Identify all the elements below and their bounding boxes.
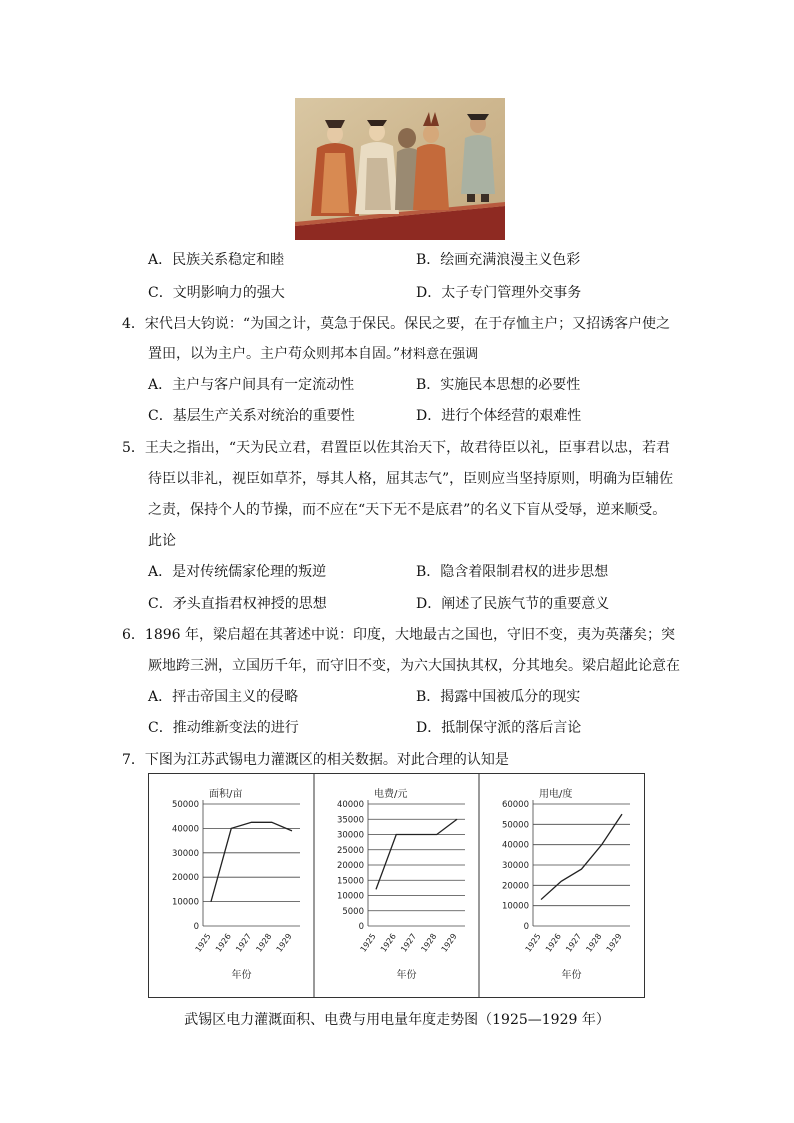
- chart-0-xlabel: 年份: [231, 970, 252, 981]
- chart-0-ytick-2: 20000: [171, 873, 199, 884]
- q4-stem-line2: [148, 343, 478, 363]
- q3-option-d: D．太子专门管理外交事务: [416, 285, 582, 301]
- q4-stem-tail: 材料意在强调: [400, 347, 479, 362]
- q5-stem-line1: 5．王夫之指出，“天为民立君，君置臣以佐其治天下，故君待臣以礼，臣事君以忠，若君: [122, 440, 671, 456]
- chart-1-ytick-0: 0: [358, 922, 364, 932]
- q6-option-c: C．推动维新变法的进行: [148, 720, 299, 736]
- chart-2-xtick-0: 1925: [523, 931, 543, 954]
- chart-1-ytick-6: 30000: [336, 830, 364, 841]
- q5-option-c: C．矛头直指君权神授的思想: [148, 596, 327, 612]
- q5-option-a: A．是对传统儒家伦理的叛逆: [148, 564, 327, 580]
- chart-2-xtick-1: 1926: [543, 931, 563, 954]
- q6-stem-line1: 6．1896 年，梁启超在其著述中说：印度，大地最古之国也，守旧不变，夷为英藩矣；突: [122, 627, 675, 643]
- q4-stem-line1: 4．宋代吕大钧说：“为国之计，莫急于保民。保民之要，在于存恤主户；又招诱客户使之: [122, 316, 671, 332]
- chart-0-ytick-4: 40000: [171, 824, 199, 835]
- chart-1-xtick-3: 1928: [419, 931, 439, 954]
- q6-option-d: D．抵制保守派的落后言论: [416, 720, 582, 736]
- q6-stem-line2: 厥地跨三洲，立国历千年，而守旧不变，为六大国执其权，分其地矣。梁启超此论意在: [148, 658, 680, 674]
- q7-figure-caption: 武锡区电力灌溉面积、电费与用电量年度走势图（1925—1929 年）: [184, 1012, 610, 1028]
- chart-2-xlabel: 年份: [561, 970, 582, 981]
- chart-0-xtick-0: 1925: [193, 931, 213, 954]
- chart-0-xtick-3: 1928: [254, 931, 274, 954]
- chart-1-xlabel: 年份: [396, 970, 417, 981]
- chart-2-ytick-0: 0: [523, 922, 529, 932]
- chart-2-xtick-4: 1929: [604, 931, 624, 954]
- chart-1-xtick-4: 1929: [439, 931, 459, 954]
- q7-charts-svg: [149, 774, 644, 997]
- chart-1-ytick-2: 10000: [336, 891, 364, 902]
- chart-0-ytick-0: 0: [193, 922, 199, 932]
- chart-2-ytick-4: 40000: [501, 840, 529, 851]
- chart-0-ytick-5: 50000: [171, 800, 199, 810]
- q4-option-d: D．进行个体经营的艰难性: [416, 408, 582, 424]
- chart-2-ytick-1: 10000: [501, 901, 529, 912]
- chart-1-ytick-3: 15000: [336, 876, 364, 887]
- chart-1-xtick-1: 1926: [378, 931, 398, 954]
- chart-2-ytick-5: 50000: [501, 820, 529, 831]
- chart-0-series-line: [211, 822, 292, 901]
- tang-mural-envoys-painting-icon: [295, 98, 505, 240]
- q6-option-a: A．抨击帝国主义的侵略: [148, 689, 299, 705]
- q5-option-b: B．隐含着限制君权的进步思想: [416, 564, 609, 580]
- chart-1-title: 电费/元: [374, 789, 408, 800]
- q6-option-b: B．揭露中国被瓜分的现实: [416, 689, 581, 705]
- chart-0-ytick-1: 10000: [171, 897, 199, 908]
- q4-option-b: B．实施民本思想的必要性: [416, 377, 581, 393]
- chart-2-ytick-2: 20000: [501, 881, 529, 892]
- chart-2-title: 用电/度: [539, 789, 573, 800]
- chart-0-xtick-4: 1929: [274, 931, 294, 954]
- chart-2-xtick-2: 1927: [564, 931, 584, 954]
- painting-svg: [295, 98, 505, 240]
- chart-2-series-line: [541, 814, 622, 899]
- chart-1-ytick-8: 40000: [336, 800, 364, 810]
- chart-2-ytick-6: 60000: [501, 800, 529, 810]
- chart-1-ytick-7: 35000: [336, 815, 364, 826]
- chart-0-ytick-3: 30000: [171, 848, 199, 859]
- q5-option-d: D．阐述了民族气节的重要意义: [416, 596, 610, 612]
- chart-1-xtick-0: 1925: [358, 931, 378, 954]
- q7-figure: [148, 773, 645, 998]
- q4-option-c: C．基层生产关系对统治的重要性: [148, 408, 355, 424]
- chart-1-ytick-5: 25000: [336, 845, 364, 856]
- q4-option-a: A．主户与客户间具有一定流动性: [148, 377, 355, 393]
- q5-stem-line2: 待臣以非礼，视臣如草芥，辱其人格，屈其志气”，臣则应当坚持原则，明确为臣辅佐: [148, 471, 674, 487]
- chart-0-xtick-2: 1927: [234, 931, 254, 954]
- chart-2-ytick-3: 30000: [501, 861, 529, 871]
- q7-stem: 7．下图为江苏武锡电力灌溉区的相关数据。对此合理的认知是: [122, 752, 509, 768]
- q4-stem-quote: 置田，以为主户。主户苟众则邦本自固。”: [148, 346, 401, 362]
- chart-2-xtick-3: 1928: [584, 931, 604, 954]
- q3-option-b: B．绘画充满浪漫主义色彩: [416, 252, 581, 268]
- chart-1-series-line: [376, 819, 457, 889]
- chart-1-ytick-4: 20000: [336, 861, 364, 871]
- chart-0-xtick-1: 1926: [213, 931, 233, 954]
- q5-stem-line3: 之责，保持个人的节操，而不应在“天下无不是底君”的名义下盲从受辱，逆来顺受。: [148, 502, 667, 518]
- q5-stem-line4: 此论: [148, 533, 176, 549]
- chart-0-title: 面积/亩: [209, 789, 243, 800]
- q3-option-c: C．文明影响力的强大: [148, 285, 285, 301]
- q3-option-a: A．民族关系稳定和睦: [148, 252, 285, 268]
- chart-1-xtick-2: 1927: [399, 931, 419, 954]
- chart-1-ytick-1: 5000: [342, 906, 364, 917]
